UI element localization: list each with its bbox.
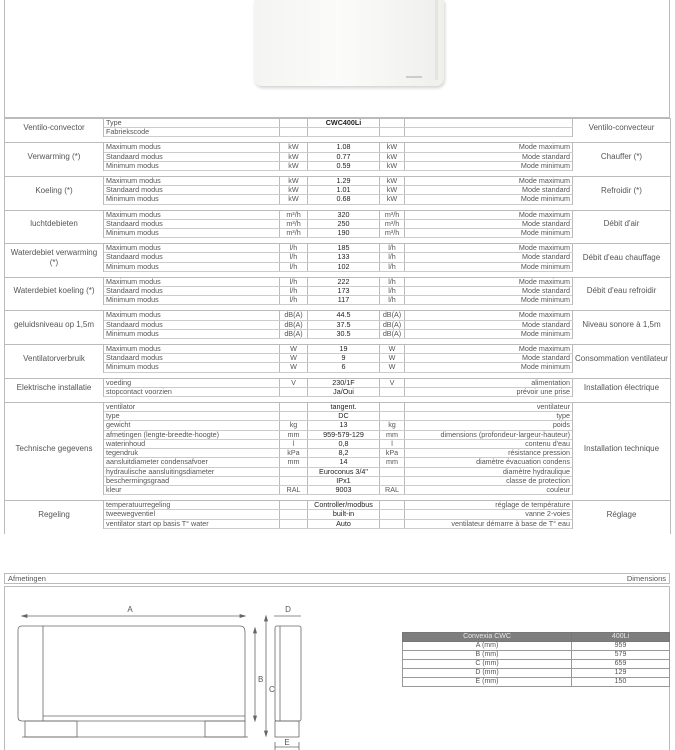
- value: 0.59: [308, 161, 380, 170]
- spec-row: [5, 195, 671, 204]
- value: 250: [308, 219, 380, 228]
- value: 44.5: [308, 311, 380, 320]
- section-label-nl: Technische gegevens: [5, 403, 104, 495]
- dimensions-header-model: Convexia CWC: [403, 633, 572, 642]
- spec-row: [5, 186, 671, 195]
- unit: mm: [280, 458, 308, 467]
- mode-label-nl: Standaard modus: [104, 354, 280, 363]
- unit: dB(A): [380, 329, 405, 338]
- mode-label-fr: Mode maximum: [405, 244, 573, 253]
- unit: l/h: [280, 287, 308, 296]
- dimensions-table-header: [403, 633, 670, 642]
- spec-row: [5, 412, 671, 421]
- dimensions-header-variant: 400Li: [572, 633, 670, 642]
- unit: kW: [280, 195, 308, 204]
- product-photo-frame: [4, 0, 670, 118]
- row-label-fr: classe de protection: [405, 476, 573, 485]
- unit: l/h: [280, 296, 308, 305]
- row-label-nl: tegendruk: [104, 449, 280, 458]
- unit: [380, 467, 405, 476]
- spec-row: [5, 387, 671, 396]
- unit: m³/h: [380, 229, 405, 238]
- spec-row: [5, 320, 671, 329]
- section-label-fr: Installation technique: [573, 403, 671, 495]
- unit: kW: [380, 186, 405, 195]
- mode-label-nl: Standaard modus: [104, 186, 280, 195]
- spec-row: [5, 363, 671, 372]
- unit: W: [280, 345, 308, 354]
- group-label-nl: Waterdebiet koeling (*): [5, 277, 104, 305]
- unit: [280, 412, 308, 421]
- row-label-nl: hydraulische aansluitingsdiameter: [104, 467, 280, 476]
- table-row: [403, 642, 670, 651]
- spec-row: [5, 244, 671, 253]
- section-label-fr: Installation électrique: [573, 378, 671, 396]
- group-label-fr: Débit d'air: [573, 210, 671, 238]
- value: 8,2: [308, 449, 380, 458]
- unit: W: [380, 345, 405, 354]
- unit: [380, 387, 405, 396]
- row-label-fr: prévoir une prise: [405, 387, 573, 396]
- model-label-fr: Ventilo-convecteur: [573, 119, 671, 137]
- group-label-fr: Débit d'eau chauffage: [573, 244, 671, 272]
- mode-label-fr: Mode minimum: [405, 296, 573, 305]
- value: 190: [308, 229, 380, 238]
- value: 0.77: [308, 152, 380, 161]
- mode-label-fr: Mode maximum: [405, 311, 573, 320]
- unit: l: [280, 439, 308, 448]
- value: Euroconus 3/4": [308, 467, 380, 476]
- dimension-value: 659: [572, 660, 670, 669]
- spec-row: [5, 510, 671, 519]
- label-b: B: [258, 675, 264, 684]
- product-image: [254, 0, 444, 86]
- side-foot: [275, 721, 299, 737]
- row-label-fr: vanne 2-voies: [405, 510, 573, 519]
- value: 14: [308, 458, 380, 467]
- value: built-in: [308, 510, 380, 519]
- row-label-nl: aansluitdiameter condensafvoer: [104, 458, 280, 467]
- row-label-fr: contenu d'eau: [405, 439, 573, 448]
- spec-row-factory-code: [5, 128, 671, 137]
- spec-row: [5, 219, 671, 228]
- spec-row: [5, 501, 671, 510]
- product-badge: [406, 76, 422, 78]
- unit: kW: [280, 177, 308, 186]
- mode-label-nl: Maximum modus: [104, 177, 280, 186]
- mode-label-fr: Mode maximum: [405, 210, 573, 219]
- row-label-fr: couleur: [405, 485, 573, 494]
- value: 1.01: [308, 186, 380, 195]
- mode-label-fr: Mode minimum: [405, 363, 573, 372]
- value: 230/1F: [308, 378, 380, 387]
- mode-label-fr: Mode minimum: [405, 262, 573, 271]
- group-label-nl: Verwarming (*): [5, 143, 104, 171]
- dimension-drawing: [0, 596, 400, 750]
- row-label-nl: kleur: [104, 485, 280, 494]
- unit: l/h: [280, 244, 308, 253]
- unit: m³/h: [380, 210, 405, 219]
- group-label-fr: Chauffer (*): [573, 143, 671, 171]
- value: Controller/modbus: [308, 501, 380, 510]
- unit: dB(A): [280, 311, 308, 320]
- unit: kPa: [280, 449, 308, 458]
- mode-label-fr: Mode standard: [405, 253, 573, 262]
- unit: m³/h: [280, 219, 308, 228]
- dimension-value: 579: [572, 651, 670, 660]
- group-label-fr: Refroidir (*): [573, 177, 671, 205]
- unit: l/h: [380, 277, 405, 286]
- row-label-fr: ventilateur démarre à base de T° eau: [405, 519, 573, 528]
- value: 6: [308, 363, 380, 372]
- unit: [280, 403, 308, 412]
- model-name: CWC400Li: [308, 119, 380, 128]
- unit: kg: [280, 421, 308, 430]
- spec-row: [5, 421, 671, 430]
- value: 37.5: [308, 320, 380, 329]
- label-c: C: [269, 685, 275, 694]
- unit: [380, 476, 405, 485]
- spec-row: [5, 161, 671, 170]
- spec-row: [5, 262, 671, 271]
- dimension-label: D (mm): [403, 669, 572, 678]
- value: 0.68: [308, 195, 380, 204]
- dimension-label: B (mm): [403, 651, 572, 660]
- mode-label-nl: Minimum modus: [104, 229, 280, 238]
- spec-row: [5, 229, 671, 238]
- product-side-strip: [435, 0, 438, 80]
- unit: V: [280, 378, 308, 387]
- row-label-nl: ventilator: [104, 403, 280, 412]
- spec-row: [5, 287, 671, 296]
- unit: kW: [280, 161, 308, 170]
- mode-label-fr: Mode standard: [405, 320, 573, 329]
- spec-row: [5, 311, 671, 320]
- value: 133: [308, 253, 380, 262]
- unit: mm: [380, 430, 405, 439]
- spec-row: [5, 403, 671, 412]
- spec-row: [5, 449, 671, 458]
- unit: W: [380, 354, 405, 363]
- mode-label-nl: Standaard modus: [104, 152, 280, 161]
- dimension-value: 959: [572, 642, 670, 651]
- spec-row: [5, 354, 671, 363]
- value: 1.08: [308, 143, 380, 152]
- mode-label-nl: Minimum modus: [104, 195, 280, 204]
- table-row: [403, 651, 670, 660]
- row-label-nl: ventilator start op basis T° water: [104, 519, 280, 528]
- unit: m³/h: [380, 219, 405, 228]
- unit: dB(A): [380, 320, 405, 329]
- unit: kW: [280, 186, 308, 195]
- mode-label-nl: Minimum modus: [104, 329, 280, 338]
- row-label-fr: dimensions (profondeur-largeur-hauteur): [405, 430, 573, 439]
- unit: [380, 403, 405, 412]
- row-label-fr: ventilateur: [405, 403, 573, 412]
- label-a: A: [127, 605, 133, 614]
- unit: l/h: [380, 287, 405, 296]
- unit: mm: [380, 458, 405, 467]
- spec-row: [5, 485, 671, 494]
- table-row: [403, 669, 670, 678]
- front-body-outline: [18, 626, 245, 721]
- value: 9003: [308, 485, 380, 494]
- row-label-fr: type: [405, 412, 573, 421]
- dim-arrow: [22, 615, 27, 618]
- unit: l/h: [280, 253, 308, 262]
- mode-label-nl: Minimum modus: [104, 296, 280, 305]
- unit: kPa: [380, 449, 405, 458]
- value: DC: [308, 412, 380, 421]
- mode-label-nl: Maximum modus: [104, 244, 280, 253]
- value: IPx1: [308, 476, 380, 485]
- unit: l/h: [380, 253, 405, 262]
- spec-table: [4, 118, 671, 534]
- model-label-nl: Ventilo-convector: [5, 119, 104, 137]
- unit: [280, 467, 308, 476]
- unit: kW: [380, 152, 405, 161]
- mode-label-nl: Standaard modus: [104, 287, 280, 296]
- mode-label-nl: Minimum modus: [104, 363, 280, 372]
- value: 1.29: [308, 177, 380, 186]
- row-label-nl: afmetingen (lengte-breedte-hoogte): [104, 430, 280, 439]
- section-label-fr: Réglage: [573, 501, 671, 529]
- spec-row: [5, 253, 671, 262]
- mode-label-nl: Standaard modus: [104, 253, 280, 262]
- left-foot: [25, 721, 77, 737]
- spec-row: [5, 329, 671, 338]
- row-label-nl: voeding: [104, 378, 280, 387]
- type-label: Type: [104, 119, 280, 128]
- unit: [380, 412, 405, 421]
- group-label-fr: Consommation ventilateur: [573, 345, 671, 373]
- section-label-nl: Elektrische installatie: [5, 378, 104, 396]
- spec-row: [5, 430, 671, 439]
- unit: dB(A): [280, 320, 308, 329]
- spec-row: [5, 476, 671, 485]
- unit: [280, 476, 308, 485]
- unit: kW: [380, 195, 405, 204]
- value: 30.5: [308, 329, 380, 338]
- mode-label-nl: Standaard modus: [104, 320, 280, 329]
- mode-label-nl: Standaard modus: [104, 219, 280, 228]
- spec-row: [5, 439, 671, 448]
- mode-label-fr: Mode standard: [405, 219, 573, 228]
- mode-label-nl: Minimum modus: [104, 262, 280, 271]
- dimension-value: 150: [572, 678, 670, 687]
- table-row: [403, 660, 670, 669]
- unit: kW: [380, 143, 405, 152]
- value: Auto: [308, 519, 380, 528]
- unit: m³/h: [280, 229, 308, 238]
- value: 320: [308, 210, 380, 219]
- value: 117: [308, 296, 380, 305]
- mode-label-nl: Minimum modus: [104, 161, 280, 170]
- unit: W: [280, 354, 308, 363]
- value: 13: [308, 421, 380, 430]
- row-label-fr: alimentation: [405, 378, 573, 387]
- row-label-nl: type: [104, 412, 280, 421]
- value: 185: [308, 244, 380, 253]
- dimension-value: 129: [572, 669, 670, 678]
- label-e: E: [284, 738, 290, 747]
- row-label-fr: résistance pression: [405, 449, 573, 458]
- unit: l/h: [380, 296, 405, 305]
- value: Ja/Oui: [308, 387, 380, 396]
- mode-label-nl: Maximum modus: [104, 210, 280, 219]
- unit: kW: [280, 152, 308, 161]
- unit: V: [380, 378, 405, 387]
- mode-label-nl: Maximum modus: [104, 345, 280, 354]
- value: 9: [308, 354, 380, 363]
- spec-row: [5, 277, 671, 286]
- dimensions-label-fr: Dimensions: [626, 574, 666, 583]
- table-row: [403, 678, 670, 687]
- unit: l/h: [280, 277, 308, 286]
- dimensions-header: [4, 573, 670, 584]
- unit: RAL: [380, 485, 405, 494]
- spec-row: [5, 296, 671, 305]
- unit: kW: [380, 161, 405, 170]
- factory-code-label: Fabriekscode: [104, 128, 280, 137]
- row-label-fr: diamètre hydraulique: [405, 467, 573, 476]
- mode-label-fr: Mode standard: [405, 354, 573, 363]
- row-label-nl: temperatuurregeling: [104, 501, 280, 510]
- dimensions-table: [402, 632, 670, 687]
- unit: kg: [380, 421, 405, 430]
- unit: mm: [280, 430, 308, 439]
- section-label-nl: Regeling: [5, 501, 104, 529]
- group-label-fr: Débit d'eau refroidir: [573, 277, 671, 305]
- value: 222: [308, 277, 380, 286]
- mode-label-fr: Mode maximum: [405, 177, 573, 186]
- mode-label-nl: Maximum modus: [104, 311, 280, 320]
- mode-label-fr: Mode maximum: [405, 277, 573, 286]
- dimension-label: C (mm): [403, 660, 572, 669]
- unit: kW: [280, 143, 308, 152]
- group-label-fr: Niveau sonore à 1,5m: [573, 311, 671, 339]
- spec-row: [5, 152, 671, 161]
- spec-row: [5, 458, 671, 467]
- row-label-nl: waterinhoud: [104, 439, 280, 448]
- mode-label-fr: Mode minimum: [405, 329, 573, 338]
- group-label-nl: luchtdebieten: [5, 210, 104, 238]
- unit: W: [280, 363, 308, 372]
- dimension-label: E (mm): [403, 678, 572, 687]
- value: 173: [308, 287, 380, 296]
- unit: kW: [380, 177, 405, 186]
- row-label-nl: beschermingsgraad: [104, 476, 280, 485]
- group-label-nl: Koeling (*): [5, 177, 104, 205]
- row-label-fr: réglage de température: [405, 501, 573, 510]
- spec-row: [5, 519, 671, 528]
- mode-label-nl: Maximum modus: [104, 277, 280, 286]
- group-label-nl: Ventilatorverbruik: [5, 345, 104, 373]
- unit: W: [380, 363, 405, 372]
- spec-control: [5, 501, 671, 535]
- spec-row: [5, 143, 671, 152]
- value: 19: [308, 345, 380, 354]
- label-d: D: [285, 605, 291, 614]
- row-label-fr: diamètre évacuation condens: [405, 458, 573, 467]
- spec-technical: [5, 403, 671, 501]
- mode-label-fr: Mode minimum: [405, 195, 573, 204]
- row-label-nl: stopcontact voorzien: [104, 387, 280, 396]
- unit: l: [380, 439, 405, 448]
- unit: RAL: [280, 485, 308, 494]
- unit: dB(A): [380, 311, 405, 320]
- mode-label-fr: Mode standard: [405, 186, 573, 195]
- mode-label-fr: Mode minimum: [405, 229, 573, 238]
- group-label-nl: geluidsniveau op 1,5m: [5, 311, 104, 339]
- spec-groups: [5, 143, 671, 378]
- unit: l/h: [380, 244, 405, 253]
- row-label-fr: poids: [405, 421, 573, 430]
- dimension-label: A (mm): [403, 642, 572, 651]
- row-label-nl: tweewegventiel: [104, 510, 280, 519]
- spec-row: [5, 378, 671, 387]
- spec-row: [5, 467, 671, 476]
- mode-label-fr: Mode maximum: [405, 345, 573, 354]
- group-label-nl: Waterdebiet verwarming (*): [5, 244, 104, 272]
- mode-label-fr: Mode standard: [405, 287, 573, 296]
- mode-label-fr: Mode standard: [405, 152, 573, 161]
- spec-row: [5, 177, 671, 186]
- spec-row: [5, 345, 671, 354]
- mode-label-fr: Mode maximum: [405, 143, 573, 152]
- row-label-nl: gewicht: [104, 421, 280, 430]
- value: 102: [308, 262, 380, 271]
- unit: [280, 387, 308, 396]
- value: 0,8: [308, 439, 380, 448]
- unit: l/h: [280, 262, 308, 271]
- value: 959-579-129: [308, 430, 380, 439]
- unit: l/h: [380, 262, 405, 271]
- right-foot: [205, 721, 245, 737]
- side-body-outline: [275, 626, 301, 721]
- mode-label-nl: Maximum modus: [104, 143, 280, 152]
- spec-row-type: [5, 119, 671, 128]
- mode-label-fr: Mode minimum: [405, 161, 573, 170]
- unit: dB(A): [280, 329, 308, 338]
- value: tangent.: [308, 403, 380, 412]
- dimensions-label-nl: Afmetingen: [8, 574, 46, 583]
- spec-electrical: [5, 378, 671, 402]
- dim-arrow: [240, 615, 245, 618]
- spec-row: [5, 210, 671, 219]
- unit: m³/h: [280, 210, 308, 219]
